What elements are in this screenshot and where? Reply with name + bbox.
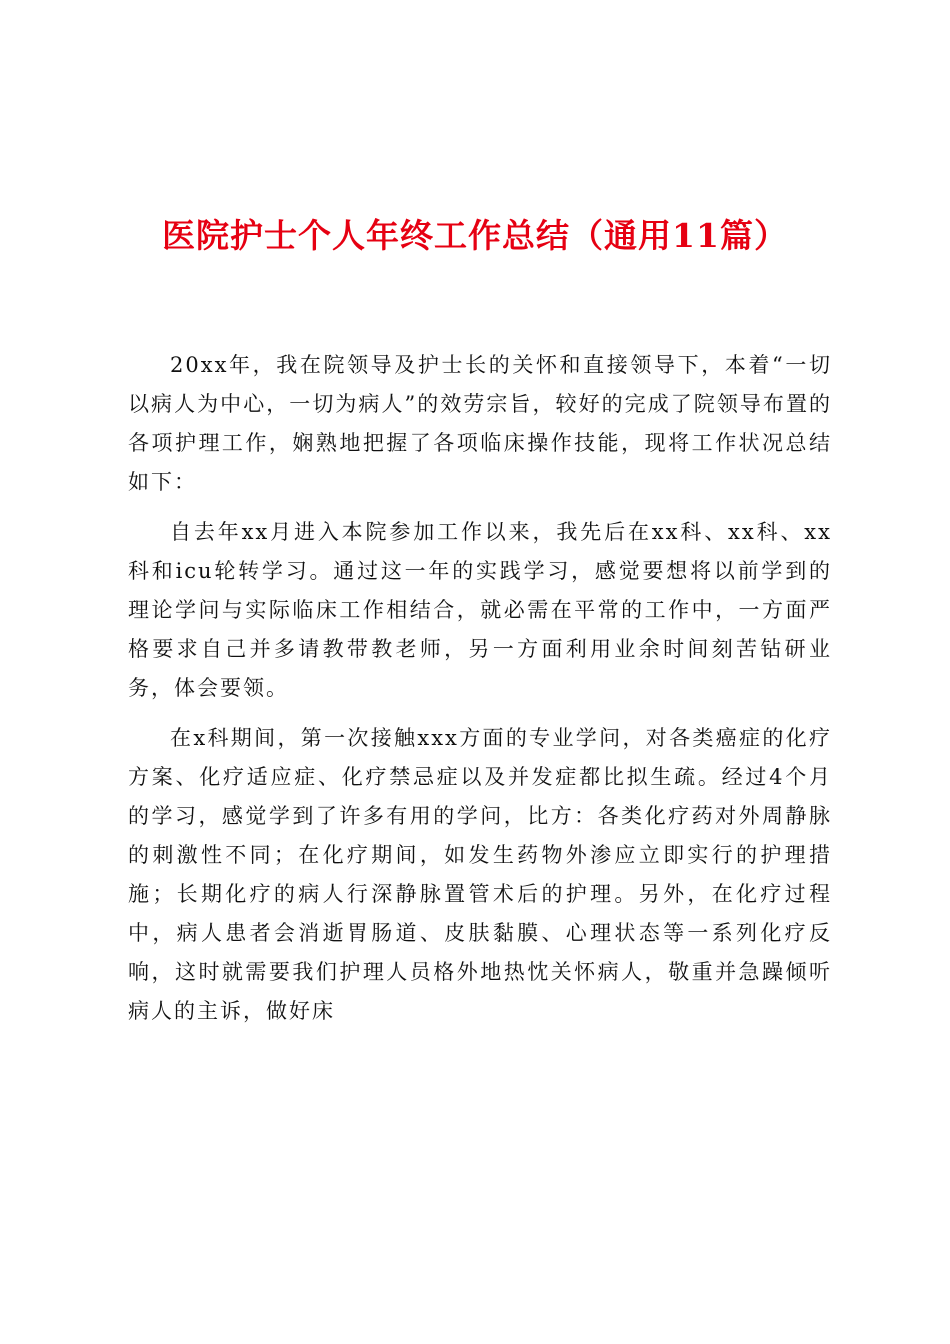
paragraph: 自去年xx月进入本院参加工作以来，我先后在xx科、xx科、xx科和icu轮转学习。通过这一年的实践学习，感觉要想将以前学到的理论学问与实际临床工作相结合，就必需在平常的工作中，一方面严格要求自己并多请教带教老师，另一方面利用业余时间刻苦钻研业务，体会要领。 <box>128 520 832 700</box>
paragraph: 20xx年，我在院领导及护士长的关怀和直接领导下，本着“一切以病人为中心，一切为病人”的效劳宗旨，较好的完成了院领导布置的各项护理工作，娴熟地把握了各项临床操作技能，现将工作状况总结如下： <box>128 353 832 494</box>
paragraph: 在x科期间，第一次接触xxx方面的专业学问，对各类癌症的化疗方案、化疗适应症、化疗禁忌症以及并发症都比拟生疏。经过4个月的学习，感觉学到了许多有用的学问，比方：各类化疗药对外周静脉的刺激性不同；在化疗期间，如发生药物外渗应立即实行的护理措施；长期化疗的病人行深静脉置管术后的护理。另外，在化疗过程中，病人患者会消逝胃肠道、皮肤黏膜、心理状态等一系列化疗反响，这时就需要我们护理人员格外地热忱关怀病人，敬重并急躁倾听病人的主诉，做好床 <box>128 726 832 1023</box>
document-title: 医院护士个人年终工作总结（通用11篇） <box>162 216 788 255</box>
document-body <box>128 346 832 1042</box>
